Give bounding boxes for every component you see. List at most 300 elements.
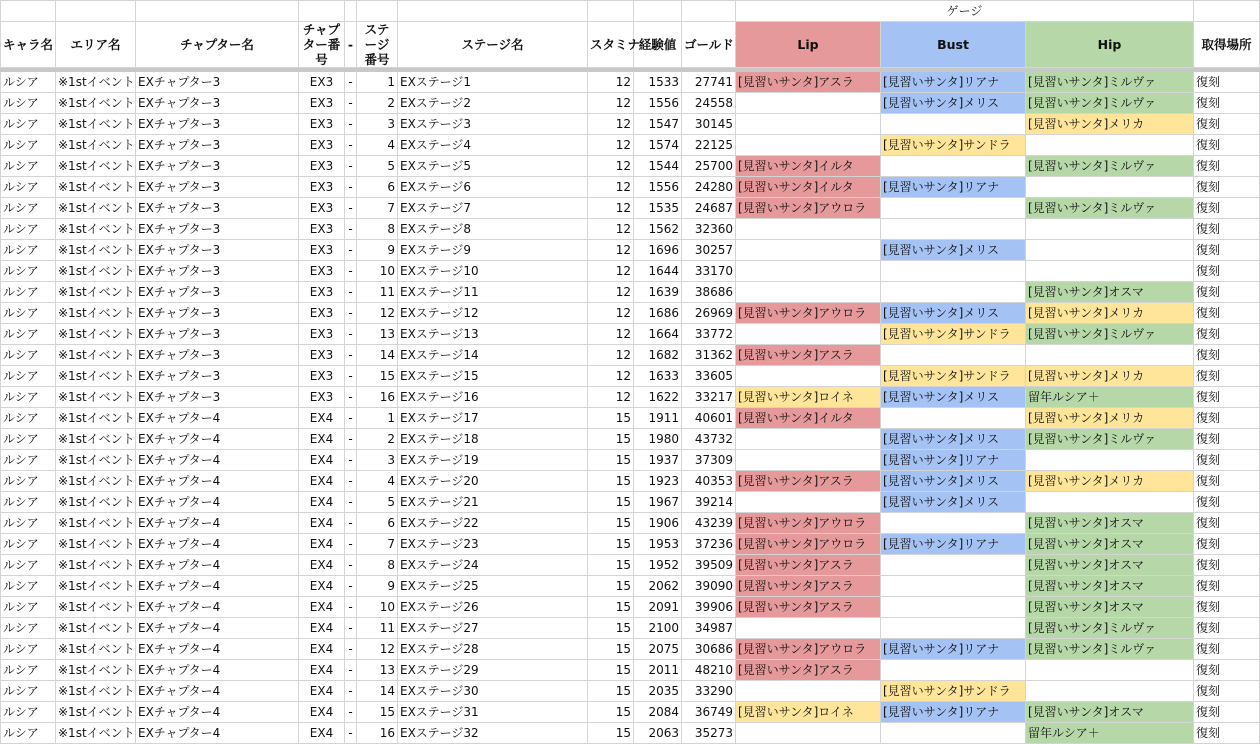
cell-bust[interactable] bbox=[881, 660, 1026, 681]
cell-chapter[interactable]: EXチャプター3 bbox=[136, 156, 299, 177]
cell-hip[interactable] bbox=[1026, 660, 1194, 681]
cell[interactable] bbox=[1, 1, 56, 22]
cell-gold[interactable]: 25700 bbox=[682, 156, 736, 177]
cell-lip[interactable]: [見習いサンタ]アウロラ bbox=[736, 639, 881, 660]
cell-source[interactable]: 復刻 bbox=[1194, 387, 1260, 408]
cell-lip[interactable]: [見習いサンタ]アスラ bbox=[736, 471, 881, 492]
cell-gold[interactable]: 39214 bbox=[682, 492, 736, 513]
cell-chara[interactable]: ルシア bbox=[1, 177, 56, 198]
cell-chapter[interactable]: EXチャプター3 bbox=[136, 366, 299, 387]
cell-hip[interactable] bbox=[1026, 450, 1194, 471]
cell-stage-name[interactable]: EXステージ10 bbox=[398, 261, 588, 282]
cell-chara[interactable]: ルシア bbox=[1, 261, 56, 282]
cell-exp[interactable]: 1664 bbox=[634, 324, 682, 345]
cell-stage-name[interactable]: EXステージ9 bbox=[398, 240, 588, 261]
cell-stage-name[interactable]: EXステージ19 bbox=[398, 450, 588, 471]
cell-chapter-no[interactable]: EX4 bbox=[299, 660, 345, 681]
cell-area[interactable]: ※1stイベント bbox=[56, 618, 136, 639]
cell-chara[interactable]: ルシア bbox=[1, 450, 56, 471]
cell-exp[interactable]: 2062 bbox=[634, 576, 682, 597]
cell-lip[interactable] bbox=[736, 135, 881, 156]
cell-lip[interactable]: [見習いサンタ]アウロラ bbox=[736, 513, 881, 534]
cell-chara[interactable]: ルシア bbox=[1, 660, 56, 681]
cell-chapter-no[interactable]: EX3 bbox=[299, 156, 345, 177]
cell-exp[interactable]: 1967 bbox=[634, 492, 682, 513]
cell-area[interactable]: ※1stイベント bbox=[56, 345, 136, 366]
cell-area[interactable]: ※1stイベント bbox=[56, 198, 136, 219]
cell-source[interactable]: 復刻 bbox=[1194, 72, 1260, 93]
cell-bust[interactable] bbox=[881, 597, 1026, 618]
cell-chara[interactable]: ルシア bbox=[1, 576, 56, 597]
cell-area[interactable]: ※1stイベント bbox=[56, 408, 136, 429]
cell-dash[interactable]: - bbox=[345, 597, 357, 618]
cell-lip[interactable] bbox=[736, 240, 881, 261]
cell-lip[interactable] bbox=[736, 723, 881, 744]
cell-stamina[interactable]: 12 bbox=[588, 387, 634, 408]
cell-stage-name[interactable]: EXステージ12 bbox=[398, 303, 588, 324]
cell-hip[interactable]: [見習いサンタ]オスマ bbox=[1026, 702, 1194, 723]
cell-exp[interactable]: 1644 bbox=[634, 261, 682, 282]
cell-stage-name[interactable]: EXステージ18 bbox=[398, 429, 588, 450]
cell-stamina[interactable]: 15 bbox=[588, 723, 634, 744]
cell-gold[interactable]: 33605 bbox=[682, 366, 736, 387]
cell-chapter-no[interactable]: EX4 bbox=[299, 681, 345, 702]
cell-chapter[interactable]: EXチャプター4 bbox=[136, 618, 299, 639]
cell-stage-no[interactable]: 15 bbox=[357, 366, 398, 387]
cell-dash[interactable]: - bbox=[345, 177, 357, 198]
cell-chapter[interactable]: EXチャプター4 bbox=[136, 681, 299, 702]
cell-area[interactable]: ※1stイベント bbox=[56, 366, 136, 387]
cell-dash[interactable]: - bbox=[345, 345, 357, 366]
cell-exp[interactable]: 2011 bbox=[634, 660, 682, 681]
cell-stamina[interactable]: 15 bbox=[588, 576, 634, 597]
cell-bust[interactable] bbox=[881, 219, 1026, 240]
cell-dash[interactable]: - bbox=[345, 324, 357, 345]
cell-hip[interactable]: [見習いサンタ]メリカ bbox=[1026, 114, 1194, 135]
cell-exp[interactable]: 1952 bbox=[634, 555, 682, 576]
cell-gold[interactable]: 24687 bbox=[682, 198, 736, 219]
cell-chapter-no[interactable]: EX4 bbox=[299, 408, 345, 429]
cell-bust[interactable] bbox=[881, 576, 1026, 597]
cell-gold[interactable]: 33772 bbox=[682, 324, 736, 345]
cell-gold[interactable]: 48210 bbox=[682, 660, 736, 681]
cell-bust[interactable] bbox=[881, 513, 1026, 534]
cell-stamina[interactable]: 15 bbox=[588, 702, 634, 723]
cell-stage-name[interactable]: EXステージ16 bbox=[398, 387, 588, 408]
cell-exp[interactable]: 1937 bbox=[634, 450, 682, 471]
cell-stage-name[interactable]: EXステージ1 bbox=[398, 72, 588, 93]
cell-stage-no[interactable]: 9 bbox=[357, 240, 398, 261]
cell-lip[interactable]: [見習いサンタ]アウロラ bbox=[736, 198, 881, 219]
cell-stamina[interactable]: 15 bbox=[588, 597, 634, 618]
cell-area[interactable]: ※1stイベント bbox=[56, 156, 136, 177]
cell-chapter-no[interactable]: EX4 bbox=[299, 723, 345, 744]
cell-area[interactable]: ※1stイベント bbox=[56, 93, 136, 114]
cell-hip[interactable]: [見習いサンタ]オスマ bbox=[1026, 597, 1194, 618]
cell-stamina[interactable]: 15 bbox=[588, 660, 634, 681]
cell-source[interactable]: 復刻 bbox=[1194, 366, 1260, 387]
cell-dash[interactable]: - bbox=[345, 450, 357, 471]
cell-source[interactable]: 復刻 bbox=[1194, 492, 1260, 513]
cell-chapter[interactable]: EXチャプター3 bbox=[136, 114, 299, 135]
cell-stamina[interactable]: 15 bbox=[588, 618, 634, 639]
cell-dash[interactable]: - bbox=[345, 471, 357, 492]
cell-gold[interactable]: 32360 bbox=[682, 219, 736, 240]
cell-stage-no[interactable]: 4 bbox=[357, 471, 398, 492]
cell-lip[interactable]: [見習いサンタ]アウロラ bbox=[736, 303, 881, 324]
cell-chara[interactable]: ルシア bbox=[1, 639, 56, 660]
cell[interactable] bbox=[357, 1, 398, 22]
cell-lip[interactable]: [見習いサンタ]ロイネ bbox=[736, 702, 881, 723]
header-stamina[interactable]: スタミナ bbox=[588, 22, 634, 68]
cell-chara[interactable]: ルシア bbox=[1, 408, 56, 429]
cell-gold[interactable]: 24280 bbox=[682, 177, 736, 198]
cell-source[interactable]: 復刻 bbox=[1194, 660, 1260, 681]
cell-gold[interactable]: 35273 bbox=[682, 723, 736, 744]
cell-bust[interactable]: [見習いサンタ]サンドラ bbox=[881, 366, 1026, 387]
cell-bust[interactable]: [見習いサンタ]リアナ bbox=[881, 639, 1026, 660]
cell-exp[interactable]: 1622 bbox=[634, 387, 682, 408]
cell-stage-no[interactable]: 14 bbox=[357, 345, 398, 366]
cell-bust[interactable]: [見習いサンタ]メリス bbox=[881, 240, 1026, 261]
cell-source[interactable]: 復刻 bbox=[1194, 345, 1260, 366]
cell-dash[interactable]: - bbox=[345, 114, 357, 135]
cell-dash[interactable]: - bbox=[345, 261, 357, 282]
cell-stamina[interactable]: 12 bbox=[588, 282, 634, 303]
cell-bust[interactable]: [見習いサンタ]メリス bbox=[881, 429, 1026, 450]
cell-gold[interactable]: 33290 bbox=[682, 681, 736, 702]
cell-exp[interactable]: 1556 bbox=[634, 93, 682, 114]
cell-bust[interactable] bbox=[881, 723, 1026, 744]
cell-dash[interactable]: - bbox=[345, 723, 357, 744]
cell-exp[interactable]: 1574 bbox=[634, 135, 682, 156]
cell-chara[interactable]: ルシア bbox=[1, 366, 56, 387]
cell-stage-name[interactable]: EXステージ28 bbox=[398, 639, 588, 660]
cell-stamina[interactable]: 12 bbox=[588, 366, 634, 387]
cell-area[interactable]: ※1stイベント bbox=[56, 534, 136, 555]
cell-gold[interactable]: 43239 bbox=[682, 513, 736, 534]
cell-lip[interactable]: [見習いサンタ]アスラ bbox=[736, 660, 881, 681]
cell-source[interactable]: 復刻 bbox=[1194, 576, 1260, 597]
cell-stamina[interactable]: 12 bbox=[588, 156, 634, 177]
cell[interactable] bbox=[1194, 1, 1260, 22]
cell-chara[interactable]: ルシア bbox=[1, 681, 56, 702]
cell-lip[interactable] bbox=[736, 324, 881, 345]
cell-stage-no[interactable]: 10 bbox=[357, 597, 398, 618]
cell-lip[interactable]: [見習いサンタ]イルタ bbox=[736, 408, 881, 429]
cell-lip[interactable]: [見習いサンタ]アスラ bbox=[736, 576, 881, 597]
cell-chara[interactable]: ルシア bbox=[1, 429, 56, 450]
cell-bust[interactable] bbox=[881, 261, 1026, 282]
cell-source[interactable]: 復刻 bbox=[1194, 240, 1260, 261]
cell-exp[interactable]: 1544 bbox=[634, 156, 682, 177]
cell-chara[interactable]: ルシア bbox=[1, 345, 56, 366]
cell-chapter[interactable]: EXチャプター4 bbox=[136, 492, 299, 513]
cell-source[interactable]: 復刻 bbox=[1194, 534, 1260, 555]
cell-chapter[interactable]: EXチャプター3 bbox=[136, 72, 299, 93]
cell-chara[interactable]: ルシア bbox=[1, 492, 56, 513]
cell-chapter-no[interactable]: EX3 bbox=[299, 261, 345, 282]
cell-stage-no[interactable]: 13 bbox=[357, 660, 398, 681]
cell-bust[interactable]: [見習いサンタ]リアナ bbox=[881, 702, 1026, 723]
cell-stamina[interactable]: 15 bbox=[588, 639, 634, 660]
cell-gold[interactable]: 39509 bbox=[682, 555, 736, 576]
cell[interactable] bbox=[56, 1, 136, 22]
cell-lip[interactable] bbox=[736, 366, 881, 387]
cell-stamina[interactable]: 15 bbox=[588, 681, 634, 702]
cell-stage-no[interactable]: 6 bbox=[357, 177, 398, 198]
cell-chara[interactable]: ルシア bbox=[1, 387, 56, 408]
cell-chara[interactable]: ルシア bbox=[1, 471, 56, 492]
cell-source[interactable]: 復刻 bbox=[1194, 450, 1260, 471]
cell-dash[interactable]: - bbox=[345, 408, 357, 429]
cell-hip[interactable]: 留年ルシア＋ bbox=[1026, 723, 1194, 744]
cell-chara[interactable]: ルシア bbox=[1, 534, 56, 555]
cell-stage-name[interactable]: EXステージ30 bbox=[398, 681, 588, 702]
cell-exp[interactable]: 1980 bbox=[634, 429, 682, 450]
cell-chapter[interactable]: EXチャプター4 bbox=[136, 660, 299, 681]
cell-area[interactable]: ※1stイベント bbox=[56, 177, 136, 198]
cell-stamina[interactable]: 12 bbox=[588, 93, 634, 114]
header-gold[interactable]: ゴールド bbox=[682, 22, 736, 68]
cell-chapter[interactable]: EXチャプター3 bbox=[136, 219, 299, 240]
cell-dash[interactable]: - bbox=[345, 156, 357, 177]
cell-hip[interactable]: [見習いサンタ]ミルヴァ bbox=[1026, 198, 1194, 219]
cell-stage-name[interactable]: EXステージ13 bbox=[398, 324, 588, 345]
cell-exp[interactable]: 1533 bbox=[634, 72, 682, 93]
cell-gold[interactable]: 38686 bbox=[682, 282, 736, 303]
header-chara[interactable]: キャラ名 bbox=[1, 22, 56, 68]
cell-bust[interactable] bbox=[881, 618, 1026, 639]
cell-area[interactable]: ※1stイベント bbox=[56, 324, 136, 345]
cell-source[interactable]: 復刻 bbox=[1194, 198, 1260, 219]
cell-stamina[interactable]: 12 bbox=[588, 240, 634, 261]
cell-dash[interactable]: - bbox=[345, 555, 357, 576]
cell-bust[interactable]: [見習いサンタ]サンドラ bbox=[881, 681, 1026, 702]
cell-chara[interactable]: ルシア bbox=[1, 156, 56, 177]
cell-stage-no[interactable]: 14 bbox=[357, 681, 398, 702]
cell-gold[interactable]: 40601 bbox=[682, 408, 736, 429]
cell-area[interactable]: ※1stイベント bbox=[56, 240, 136, 261]
cell-chara[interactable]: ルシア bbox=[1, 72, 56, 93]
cell-stage-name[interactable]: EXステージ14 bbox=[398, 345, 588, 366]
cell-exp[interactable]: 2100 bbox=[634, 618, 682, 639]
cell-gold[interactable]: 37309 bbox=[682, 450, 736, 471]
cell-stage-name[interactable]: EXステージ23 bbox=[398, 534, 588, 555]
cell-bust[interactable] bbox=[881, 114, 1026, 135]
cell-area[interactable]: ※1stイベント bbox=[56, 387, 136, 408]
cell-stage-name[interactable]: EXステージ31 bbox=[398, 702, 588, 723]
cell[interactable] bbox=[588, 1, 634, 22]
cell-bust[interactable]: [見習いサンタ]メリス bbox=[881, 303, 1026, 324]
cell-bust[interactable]: [見習いサンタ]メリス bbox=[881, 492, 1026, 513]
cell-lip[interactable] bbox=[736, 429, 881, 450]
cell-stamina[interactable]: 15 bbox=[588, 408, 634, 429]
cell-lip[interactable] bbox=[736, 282, 881, 303]
cell-dash[interactable]: - bbox=[345, 429, 357, 450]
cell-stage-no[interactable]: 11 bbox=[357, 618, 398, 639]
cell-chara[interactable]: ルシア bbox=[1, 93, 56, 114]
cell-stage-name[interactable]: EXステージ3 bbox=[398, 114, 588, 135]
cell-dash[interactable]: - bbox=[345, 93, 357, 114]
cell-source[interactable]: 復刻 bbox=[1194, 135, 1260, 156]
cell-dash[interactable]: - bbox=[345, 198, 357, 219]
cell-stage-name[interactable]: EXステージ2 bbox=[398, 93, 588, 114]
cell[interactable] bbox=[634, 1, 682, 22]
cell-chara[interactable]: ルシア bbox=[1, 555, 56, 576]
cell-area[interactable]: ※1stイベント bbox=[56, 681, 136, 702]
cell-source[interactable]: 復刻 bbox=[1194, 639, 1260, 660]
cell-gold[interactable]: 34987 bbox=[682, 618, 736, 639]
cell-area[interactable]: ※1stイベント bbox=[56, 471, 136, 492]
cell-hip[interactable]: [見習いサンタ]ミルヴァ bbox=[1026, 618, 1194, 639]
cell-dash[interactable]: - bbox=[345, 219, 357, 240]
header-stage-no[interactable]: ステージ番号 bbox=[357, 22, 398, 68]
cell-lip[interactable]: [見習いサンタ]イルタ bbox=[736, 156, 881, 177]
cell-stage-no[interactable]: 7 bbox=[357, 198, 398, 219]
cell-chapter-no[interactable]: EX3 bbox=[299, 324, 345, 345]
cell-area[interactable]: ※1stイベント bbox=[56, 660, 136, 681]
cell-chapter[interactable]: EXチャプター4 bbox=[136, 576, 299, 597]
cell-hip[interactable] bbox=[1026, 135, 1194, 156]
cell-area[interactable]: ※1stイベント bbox=[56, 555, 136, 576]
cell-chapter-no[interactable]: EX3 bbox=[299, 135, 345, 156]
cell-area[interactable]: ※1stイベント bbox=[56, 723, 136, 744]
cell-exp[interactable]: 1682 bbox=[634, 345, 682, 366]
cell-stamina[interactable]: 12 bbox=[588, 114, 634, 135]
cell-gold[interactable]: 33170 bbox=[682, 261, 736, 282]
cell-hip[interactable] bbox=[1026, 345, 1194, 366]
cell-chapter[interactable]: EXチャプター4 bbox=[136, 597, 299, 618]
cell-bust[interactable]: [見習いサンタ]メリス bbox=[881, 471, 1026, 492]
cell-hip[interactable]: [見習いサンタ]メリカ bbox=[1026, 408, 1194, 429]
header-stage-name[interactable]: ステージ名 bbox=[398, 22, 588, 68]
cell-lip[interactable] bbox=[736, 681, 881, 702]
cell-stage-no[interactable]: 2 bbox=[357, 93, 398, 114]
cell-stage-no[interactable]: 3 bbox=[357, 450, 398, 471]
cell-bust[interactable]: [見習いサンタ]サンドラ bbox=[881, 324, 1026, 345]
cell-chapter[interactable]: EXチャプター3 bbox=[136, 240, 299, 261]
cell-chapter[interactable]: EXチャプター3 bbox=[136, 93, 299, 114]
cell-source[interactable]: 復刻 bbox=[1194, 303, 1260, 324]
cell-chapter[interactable]: EXチャプター4 bbox=[136, 639, 299, 660]
cell-stage-no[interactable]: 12 bbox=[357, 639, 398, 660]
cell-exp[interactable]: 2063 bbox=[634, 723, 682, 744]
header-area[interactable]: エリア名 bbox=[56, 22, 136, 68]
cell-stage-name[interactable]: EXステージ5 bbox=[398, 156, 588, 177]
cell-hip[interactable]: [見習いサンタ]メリカ bbox=[1026, 471, 1194, 492]
cell-gold[interactable]: 39906 bbox=[682, 597, 736, 618]
cell-exp[interactable]: 1911 bbox=[634, 408, 682, 429]
cell-stage-no[interactable]: 1 bbox=[357, 408, 398, 429]
cell-hip[interactable] bbox=[1026, 240, 1194, 261]
cell-dash[interactable]: - bbox=[345, 492, 357, 513]
cell-area[interactable]: ※1stイベント bbox=[56, 639, 136, 660]
cell-stage-no[interactable]: 8 bbox=[357, 219, 398, 240]
cell-lip[interactable]: [見習いサンタ]アスラ bbox=[736, 345, 881, 366]
cell-dash[interactable]: - bbox=[345, 702, 357, 723]
cell-exp[interactable]: 2091 bbox=[634, 597, 682, 618]
cell-chara[interactable]: ルシア bbox=[1, 198, 56, 219]
cell-chapter[interactable]: EXチャプター3 bbox=[136, 198, 299, 219]
cell-chara[interactable]: ルシア bbox=[1, 723, 56, 744]
cell-hip[interactable] bbox=[1026, 261, 1194, 282]
cell-stamina[interactable]: 15 bbox=[588, 555, 634, 576]
cell-stage-no[interactable]: 11 bbox=[357, 282, 398, 303]
cell-source[interactable]: 復刻 bbox=[1194, 324, 1260, 345]
cell-bust[interactable] bbox=[881, 408, 1026, 429]
cell-chapter[interactable]: EXチャプター4 bbox=[136, 723, 299, 744]
cell-dash[interactable]: - bbox=[345, 387, 357, 408]
cell-hip[interactable]: [見習いサンタ]オスマ bbox=[1026, 282, 1194, 303]
cell-lip[interactable] bbox=[736, 114, 881, 135]
cell-stage-no[interactable]: 4 bbox=[357, 135, 398, 156]
cell-chapter[interactable]: EXチャプター4 bbox=[136, 471, 299, 492]
cell-source[interactable]: 復刻 bbox=[1194, 114, 1260, 135]
cell-stage-name[interactable]: EXステージ17 bbox=[398, 408, 588, 429]
cell-bust[interactable]: [見習いサンタ]メリス bbox=[881, 93, 1026, 114]
cell-stage-no[interactable]: 2 bbox=[357, 429, 398, 450]
cell-area[interactable]: ※1stイベント bbox=[56, 450, 136, 471]
cell-chapter[interactable]: EXチャプター3 bbox=[136, 177, 299, 198]
cell-hip[interactable]: [見習いサンタ]ミルヴァ bbox=[1026, 72, 1194, 93]
cell-stamina[interactable]: 12 bbox=[588, 72, 634, 93]
cell-dash[interactable]: - bbox=[345, 639, 357, 660]
cell-gold[interactable]: 33217 bbox=[682, 387, 736, 408]
cell-stage-name[interactable]: EXステージ6 bbox=[398, 177, 588, 198]
cell-source[interactable]: 復刻 bbox=[1194, 429, 1260, 450]
cell-stage-no[interactable]: 3 bbox=[357, 114, 398, 135]
cell-bust[interactable]: [見習いサンタ]メリス bbox=[881, 387, 1026, 408]
cell-hip[interactable]: [見習いサンタ]ミルヴァ bbox=[1026, 324, 1194, 345]
cell[interactable] bbox=[299, 1, 345, 22]
cell-stage-no[interactable]: 8 bbox=[357, 555, 398, 576]
cell-stage-name[interactable]: EXステージ15 bbox=[398, 366, 588, 387]
cell-chapter-no[interactable]: EX3 bbox=[299, 198, 345, 219]
cell-stamina[interactable]: 12 bbox=[588, 303, 634, 324]
cell-source[interactable]: 復刻 bbox=[1194, 681, 1260, 702]
cell-chapter[interactable]: EXチャプター4 bbox=[136, 450, 299, 471]
cell-gold[interactable]: 39090 bbox=[682, 576, 736, 597]
cell-chapter[interactable]: EXチャプター4 bbox=[136, 555, 299, 576]
cell-hip[interactable]: [見習いサンタ]メリカ bbox=[1026, 303, 1194, 324]
cell-stage-name[interactable]: EXステージ22 bbox=[398, 513, 588, 534]
cell-chapter-no[interactable]: EX4 bbox=[299, 429, 345, 450]
cell-lip[interactable] bbox=[736, 93, 881, 114]
cell-hip[interactable]: [見習いサンタ]ミルヴァ bbox=[1026, 93, 1194, 114]
header-source[interactable]: 取得場所 bbox=[1194, 22, 1260, 68]
cell-chapter-no[interactable]: EX4 bbox=[299, 576, 345, 597]
cell-lip[interactable]: [見習いサンタ]イルタ bbox=[736, 177, 881, 198]
cell-chapter-no[interactable]: EX3 bbox=[299, 114, 345, 135]
cell-gold[interactable]: 26969 bbox=[682, 303, 736, 324]
cell-exp[interactable]: 1696 bbox=[634, 240, 682, 261]
cell-bust[interactable]: [見習いサンタ]リアナ bbox=[881, 534, 1026, 555]
cell-stage-no[interactable]: 10 bbox=[357, 261, 398, 282]
cell-dash[interactable]: - bbox=[345, 282, 357, 303]
cell-gold[interactable]: 24558 bbox=[682, 93, 736, 114]
cell-chapter-no[interactable]: EX3 bbox=[299, 282, 345, 303]
cell-source[interactable]: 復刻 bbox=[1194, 618, 1260, 639]
cell-lip[interactable]: [見習いサンタ]アスラ bbox=[736, 72, 881, 93]
header-chapter-no[interactable]: チャプター番号 bbox=[299, 22, 345, 68]
cell-chara[interactable]: ルシア bbox=[1, 597, 56, 618]
cell-dash[interactable]: - bbox=[345, 72, 357, 93]
cell-bust[interactable] bbox=[881, 156, 1026, 177]
cell-bust[interactable]: [見習いサンタ]リアナ bbox=[881, 72, 1026, 93]
cell-stage-no[interactable]: 13 bbox=[357, 324, 398, 345]
cell-stage-name[interactable]: EXステージ24 bbox=[398, 555, 588, 576]
